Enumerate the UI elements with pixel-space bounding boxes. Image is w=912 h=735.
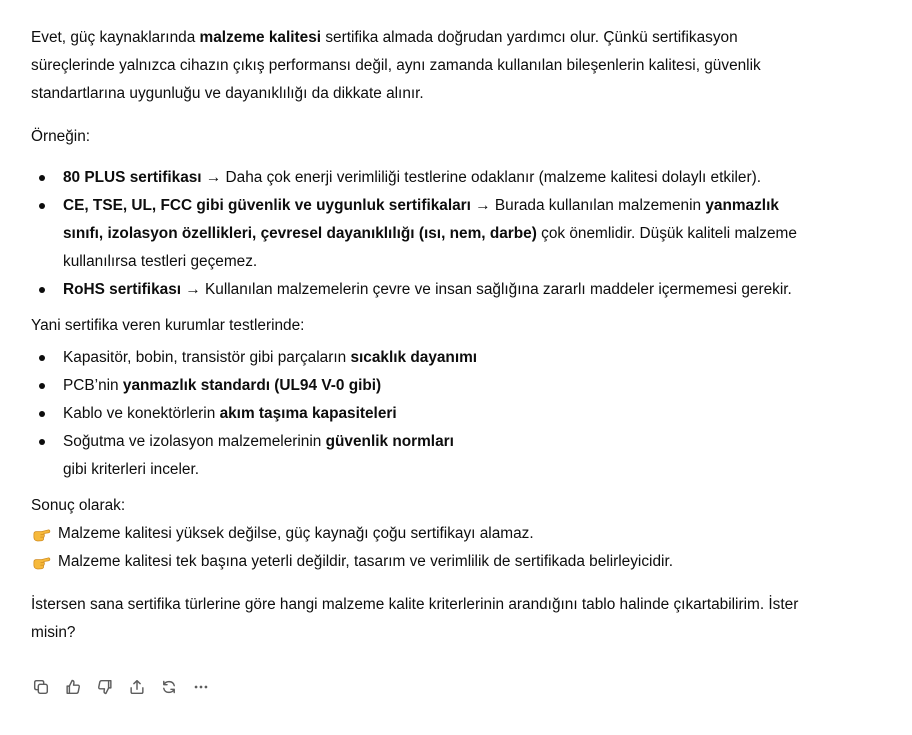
bad-response-button[interactable] [94,676,116,698]
list-item: Soğutma ve izolasyon malzemelerinin güvenlik normları [31,428,811,456]
certificate-list [31,164,811,304]
copy-button[interactable] [30,676,52,698]
criteria-list [31,344,811,456]
regenerate-button[interactable] [158,676,180,698]
conclusion-line: Malzeme kalitesi yüksek değilse, güç kaynağı çoğu sertifikayı alamaz. [31,520,811,548]
list-item: Kablo ve konektörlerin akım taşıma kapasiteleri [31,400,811,428]
share-button[interactable] [126,676,148,698]
share-icon [128,678,146,696]
regenerate-icon [160,678,178,696]
good-response-button[interactable] [62,676,84,698]
example-label: Örneğin: [31,128,91,145]
pointing-hand-icon [32,553,51,572]
more-options-button[interactable] [190,676,212,698]
conclusion-block [31,492,811,576]
message-actions [30,676,212,698]
assistant-message [31,24,811,647]
pointing-hand-icon [32,525,51,544]
intro-paragraph: Evet, güç kaynaklarında malzeme kalitesi sertifika almada doğrudan yardımcı olur. Çünkü sertifikasyon süreçlerinde yalnızca cihazın çıkış performansı değil, aynı zamanda kullanılan bileşenlerin kalitesi, güvenlik standartlarına uygunluğu ve dayanıklılığı da dikkate alınır. [31,29,761,102]
list-item: Kapasitör, bobin, transistör gibi parçaların sıcaklık dayanımı [31,344,811,372]
list-item: CE, TSE, UL, FCC gibi güvenlik ve uygunluk sertifikaları → Burada kullanılan malzemenin yanmazlık sınıfı, izolasyon özellikleri, çevresel dayanıklılığı (ısı, nem, darbe) çok önemlidir. Düşük kaliteli malzeme kullanılırsa testleri geçemez. [31,192,811,276]
list-item: 80 PLUS sertifikası → Daha çok enerji verimliliği testlerine odaklanır (malzeme kalitesi dolaylı etkiler). [31,164,811,192]
thumbs-down-icon [96,678,114,696]
offer-paragraph: İstersen sana sertifika türlerine göre hangi malzeme kalite kriterlerinin arandığını tablo halinde çıkartabilirim. İster misin? [31,596,799,641]
conclusion-line: Malzeme kalitesi tek başına yeterli değildir, tasarım ve verimlilik de sertifikada belirleyicidir. [31,548,811,576]
list-item: PCB’nin yanmazlık standardı (UL94 V-0 gibi) [31,372,811,400]
thumbs-up-icon [64,678,82,696]
copy-icon [32,678,50,696]
more-icon [192,678,210,696]
tests-intro: Yani sertifika veren kurumlar testlerinde: [31,317,305,334]
criteria-tail: gibi kriterleri inceler. [63,461,199,478]
conclusion-label: Sonuç olarak: [31,497,126,514]
list-item: RoHS sertifikası → Kullanılan malzemelerin çevre ve insan sağlığına zararlı maddeler içermemesi gerekir. [31,276,811,304]
